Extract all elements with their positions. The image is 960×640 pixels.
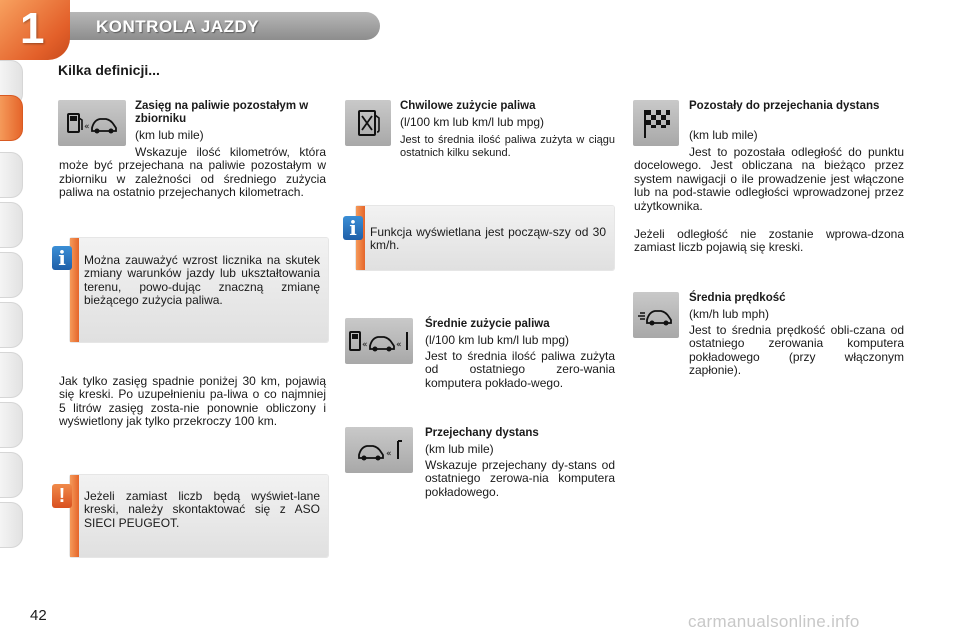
instant-unit: (l/100 km lub km/l lub mpg) (400, 115, 545, 129)
avg-speed-description: Jest to średnia prędkość obli-czana od ostatniego zerowania komputera pokładowego (przy włączonym zapłonie). (689, 323, 904, 378)
distance-icon (345, 427, 413, 473)
chapter-tab[interactable] (0, 502, 23, 548)
chapter-tab[interactable] (0, 252, 23, 298)
chapter-tab[interactable] (0, 152, 23, 198)
avg-consumption-title: Średnie zużycie paliwa (425, 318, 550, 330)
remaining-no-distance-text: Jeżeli odległość nie zostanie wprowa-dzona zamiast liczb pojawią się kreski. (634, 227, 904, 255)
distance-unit: (km lub mile) (425, 442, 494, 456)
remaining-unit: (km lub mile) (689, 128, 758, 142)
chapter-tab[interactable] (0, 202, 23, 248)
chapter-tab[interactable] (0, 402, 23, 448)
info-icon: i (52, 246, 72, 270)
svg-text:«: « (84, 122, 90, 132)
svg-text:«: « (362, 340, 368, 350)
range-dashes-text: Jak tylko zasięg spadnie poniżej 30 km, pojawią się kreski. Po uzupełnieniu pa-liwa o co najmniej 5 litrów zasięg zosta-nie ponownie obliczony i wyświetlony jak tylko przekroczy 100 km. (59, 374, 326, 429)
chapter-number: 1 (20, 4, 45, 53)
watermark: carmanualsonline.info (688, 612, 860, 631)
avg-consumption-icon (345, 318, 413, 364)
avg-speed-unit: (km/h lub mph) (689, 307, 770, 321)
range-description: Wskazuje ilość kilometrów, która może być przejechana na paliwie pozostałym w zbiorniku w zależności od średniego zużycia paliwa na ostatnio przejechanych kilometrach. (59, 145, 326, 200)
avg-consumption-description: Jest to średnia ilość paliwa zużyta od ostatniego zero-wania komputera pokłado-wego. (425, 349, 615, 390)
chapter-tab[interactable] (0, 352, 23, 398)
instant-description: Jest to średnia ilość paliwa zużyta w ciągu ostatnich kilku sekund. (400, 134, 615, 159)
chapter-tabs (0, 60, 24, 580)
svg-text:«: « (386, 449, 392, 459)
info-note-middle-text: Funkcja wyświetlana jest począw-szy od 30 km/h. (370, 225, 606, 253)
avg-speed-icon (633, 292, 679, 338)
remaining-description: Jest to pozostała odległość do punktu docelowego. Jest obliczana na bieżąco przez system nawigacji o ile prowadzenie jest włączone lub na pod-stawie odległości wprowadzonej przez użytkownika. (634, 145, 904, 213)
range-unit: (km lub mile) (135, 128, 204, 142)
range-icon (58, 100, 126, 146)
fuel-pump-icon (345, 100, 391, 146)
chapter-tab-active[interactable] (0, 95, 23, 141)
range-title: Zasięg na paliwie pozostałym w zbiorniku (135, 100, 309, 125)
remaining-title: Pozostały do przejechania dystans (689, 100, 880, 112)
instant-title: Chwilowe zużycie paliwa (400, 100, 536, 112)
checkered-flag-icon (633, 100, 679, 146)
chapter-tab[interactable] (0, 302, 23, 348)
info-note-left-text: Można zauważyć wzrost licznika na skutek zmiany warunków jazdy lub ukształtowania terenu, powo-dując znaczną zmianę bieżącego zużycia paliwa. (84, 253, 320, 308)
warning-note-text: Jeżeli zamiast liczb będą wyświet-lane kreski, należy skontaktować się z ASO SIECI PEUGEOT. (84, 489, 320, 530)
svg-text:«: « (396, 340, 402, 350)
warning-icon: ! (52, 484, 72, 508)
chapter-tab[interactable] (0, 452, 23, 498)
page-title: KONTROLA JAZDY (96, 17, 260, 36)
distance-title: Przejechany dystans (425, 427, 539, 439)
avg-consumption-unit: (l/100 km lub km/l lub mpg) (425, 333, 570, 347)
section-subtitle: Kilka definicji... (58, 62, 160, 78)
distance-description: Wskazuje przejechany dy-stans od ostatniego zerowa-nia komputera pokładowego. (425, 458, 615, 499)
page-number: 42 (30, 607, 47, 624)
avg-speed-title: Średnia prędkość (689, 292, 786, 304)
info-icon: i (343, 216, 363, 240)
